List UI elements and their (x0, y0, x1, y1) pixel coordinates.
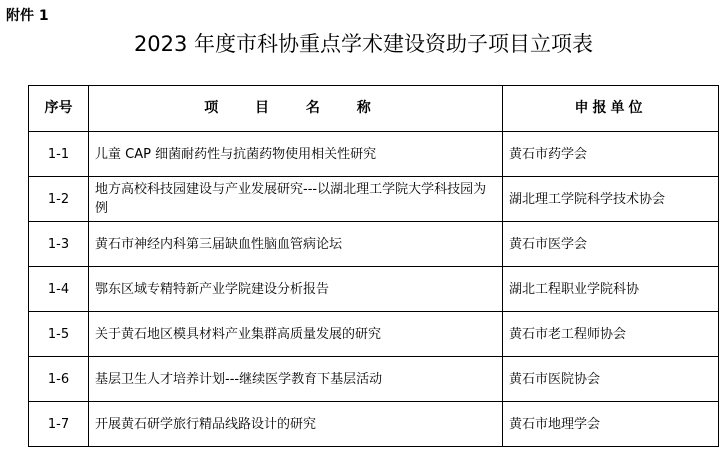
table-header-row (29, 86, 719, 132)
row-applicant-unit: 湖北理工学院科学技术协会 (503, 177, 719, 222)
attachment-label: 附件 1 (6, 8, 49, 24)
row-applicant-unit: 黄石市医院协会 (503, 357, 719, 402)
page-title: 2023 年度市科协重点学术建设资助子项目立项表 (133, 32, 594, 56)
table-row (29, 222, 719, 267)
row-project-name: 儿童 CAP 细菌耐药性与抗菌药物使用相关性研究 (89, 132, 503, 177)
row-project-name: 基层卫生人才培养计划---继续医学教育下基层活动 (89, 357, 503, 402)
row-project-name: 关于黄石地区模具材料产业集群高质量发展的研究 (89, 312, 503, 357)
header-project-name: 项 目 名 称 (89, 86, 503, 132)
row-project-name: 开展黄石研学旅行精品线路设计的研究 (89, 402, 503, 447)
table-row (29, 267, 719, 312)
table-row (29, 177, 719, 222)
row-project-name: 黄石市神经内科第三届缺血性脑血管病论坛 (89, 222, 503, 267)
row-seq: 1-3 (29, 222, 89, 267)
row-applicant-unit: 黄石市地理学会 (503, 402, 719, 447)
row-project-name: 鄂东区域专精特新产业学院建设分析报告 (89, 267, 503, 312)
row-applicant-unit: 湖北工程职业学院科协 (503, 267, 719, 312)
table-row (29, 312, 719, 357)
header-seq: 序号 (29, 86, 89, 132)
row-project-name: 地方高校科技园建设与产业发展研究---以湖北理工学院大学科技园为例 (89, 177, 503, 222)
project-table (28, 85, 719, 447)
row-applicant-unit: 黄石市药学会 (503, 132, 719, 177)
row-seq: 1-7 (29, 402, 89, 447)
table-row (29, 402, 719, 447)
row-seq: 1-5 (29, 312, 89, 357)
row-seq: 1-4 (29, 267, 89, 312)
header-applicant-unit: 申报单位 (503, 86, 719, 132)
row-seq: 1-2 (29, 177, 89, 222)
row-seq: 1-6 (29, 357, 89, 402)
row-applicant-unit: 黄石市老工程师协会 (503, 312, 719, 357)
row-seq: 1-1 (29, 132, 89, 177)
table-row (29, 132, 719, 177)
row-applicant-unit: 黄石市医学会 (503, 222, 719, 267)
table-row (29, 357, 719, 402)
